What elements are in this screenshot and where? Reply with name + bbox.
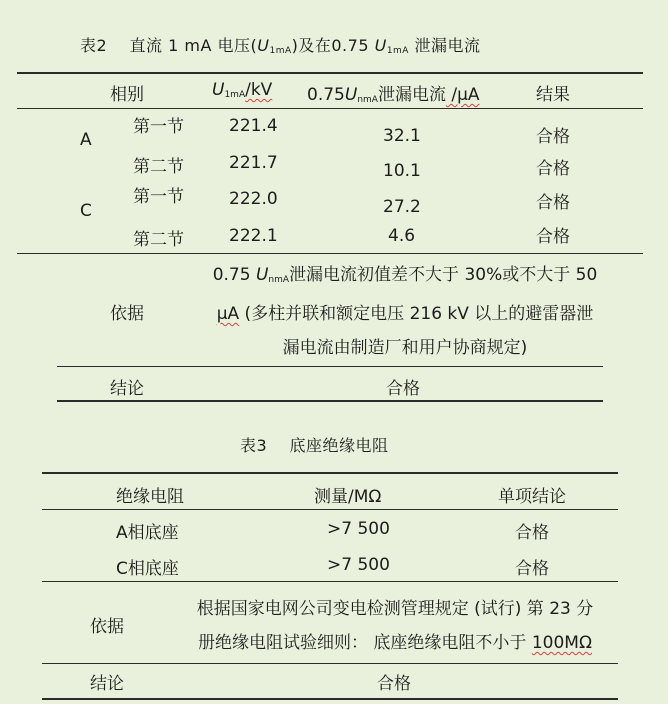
basis-line	[200, 297, 610, 331]
symbol-u: U	[374, 36, 387, 55]
symbol-u: U	[344, 85, 358, 105]
table2-row-result: 合格	[536, 127, 570, 147]
basis-line: 根据国家电网公司变电检测管理规定 (试行) 第 23 分	[196, 599, 594, 619]
table2-header-leak	[307, 80, 480, 105]
table2-caption-suffix: 泄漏电流	[408, 36, 481, 55]
subscript: 1mA	[269, 46, 292, 56]
basis-line: 漏电流由制造厂和用户协商规定)	[282, 338, 528, 358]
table2-basis-rule	[57, 366, 603, 367]
table2-basis-text	[200, 258, 610, 365]
table3-conclusion: 合格	[377, 674, 411, 694]
table3-basis-label: 依据	[90, 617, 124, 637]
table3-conclusion-label: 结论	[90, 674, 124, 694]
table2-row-section: 第一节	[133, 187, 184, 207]
table3-header-name: 绝缘电阻	[116, 487, 184, 507]
basis-line	[200, 258, 610, 297]
subscript: nmA	[268, 275, 290, 285]
table3-row-result: 合格	[515, 559, 549, 579]
table3-row-name: C相底座	[116, 559, 179, 579]
header-text: 泄漏电流	[377, 85, 446, 105]
table2-bottom-rule	[57, 400, 603, 402]
table2-conclusion-label: 结论	[110, 379, 144, 399]
symbol-u: U	[255, 265, 269, 285]
table2-row-u: 222.1	[229, 226, 278, 246]
coefficient: 0.75	[212, 265, 256, 285]
table2-row-u: 221.4	[229, 116, 278, 136]
table3-row-measure: >7 500	[327, 555, 390, 575]
table2-row-result: 合格	[536, 193, 570, 213]
table2-row-leak: 32.1	[383, 126, 421, 146]
unit: μA	[216, 304, 240, 324]
table2-phase-c: C	[80, 201, 92, 221]
table2-row-section: 第二节	[133, 230, 184, 250]
subscript: nmA	[357, 95, 378, 105]
table3-row-result: 合格	[515, 523, 549, 543]
table2-header-phase: 相别	[110, 85, 144, 105]
table2-phase-a: A	[80, 130, 92, 150]
table2-row-u: 222.0	[229, 189, 278, 209]
table3-top-rule	[42, 472, 618, 474]
table2-row-result: 合格	[536, 227, 570, 247]
table2-header-result: 结果	[536, 85, 570, 105]
table3-header-rule	[42, 509, 618, 510]
table3-row-measure: >7 500	[327, 519, 390, 539]
table2-row-result: 合格	[536, 159, 570, 179]
table3-caption-number: 表3	[240, 436, 268, 455]
table2-caption-mid: )及在0.75	[291, 36, 375, 55]
table2-caption-prefix: 直流 1 mA 电压(	[129, 36, 258, 55]
basis-line	[170, 626, 620, 660]
table2-row-leak: 4.6	[388, 226, 416, 246]
table2-row-section: 第二节	[133, 157, 184, 177]
basis-text: 泄漏电流初值差不大于 30%或不大于 50	[289, 265, 598, 285]
table2-caption-number: 表2	[80, 36, 108, 55]
table2-row-section: 第一节	[133, 117, 184, 137]
unit: /kV	[245, 80, 273, 100]
table2-header-rule	[17, 108, 643, 109]
table2-basis-label: 依据	[110, 304, 144, 324]
symbol-u: U	[257, 36, 270, 55]
coefficient: 0.75	[307, 85, 345, 105]
basis-value: 100MΩ	[531, 633, 592, 653]
subscript: 1mA	[386, 46, 409, 56]
table2-row-leak: 10.1	[383, 161, 421, 181]
table3-header-measure: 测量/MΩ	[314, 487, 382, 507]
table3-rows-rule	[42, 581, 618, 582]
table3-row-name: A相底座	[116, 523, 179, 543]
table2-rows-rule	[17, 253, 643, 254]
table3-header-result: 单项结论	[498, 487, 566, 507]
unit: /μA	[445, 85, 480, 105]
table3-basis-text	[170, 592, 620, 660]
table2-caption	[80, 33, 481, 56]
basis-text: 册绝缘电阻试验细则： 底座绝缘电阻不小于	[198, 633, 532, 653]
table3-bottom-rule	[42, 698, 618, 700]
symbol-u: U	[212, 80, 225, 100]
table2-row-u: 221.7	[229, 153, 278, 173]
table3-basis-rule	[42, 663, 618, 664]
basis-text: (多柱并联和额定电压 216 kV 以上的避雷器泄	[239, 304, 594, 324]
table2-top-rule	[17, 72, 643, 74]
subscript: 1mA	[224, 90, 246, 100]
table3-caption-title: 底座绝缘电阻	[289, 436, 389, 455]
table3-caption	[240, 433, 389, 456]
table2-row-leak: 27.2	[383, 197, 421, 217]
table2-header-u	[212, 80, 272, 100]
table2-conclusion: 合格	[386, 379, 420, 399]
